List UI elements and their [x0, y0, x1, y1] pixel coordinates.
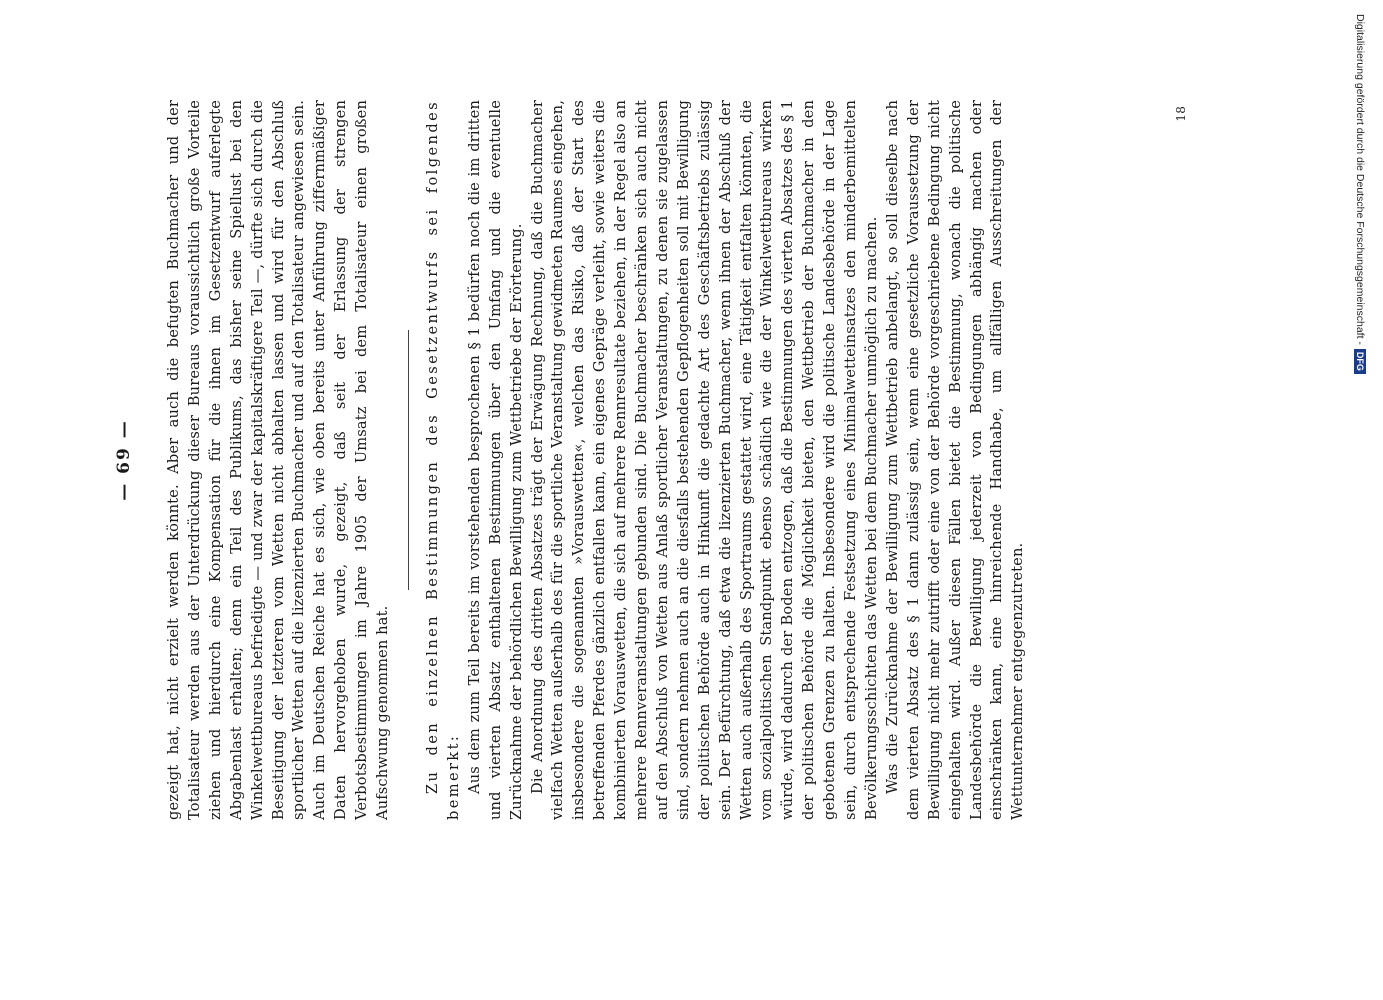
section-paragraph-2: Die Anordnung des dritten Absatzes trägt der Erwägung Rechnung, daß die Buchmacher vielfach Wetten außerhalb des für die sportliche Veranstaltung gewidmeten Raumes eingehen, insbesondere die sogenannten »Vorauswetten«, welchen das Risiko, daß der Start des betreffenden Pferdes gänzlich entfallen kann, ein eigenes Gepräge verleiht, sowie weiters die kombinierten Vorauswetten, die sich auf mehrere Rennresultate beziehen, in der Regel also an mehrere Rennveranstaltungen gebunden sind. Die Buchmacher beschränken sich auch nicht auf den Abschluß von Wetten aus Anlaß sportlicher Veranstaltungen, zu denen sie zugelassen sind, sondern nehmen auch an die diesfalls bestehenden Gepflogenheiten soll mit Bewilligung der politischen Behörde auch in Hinkunft die gedachte Art des Geschäftsbetriebs zulässig sein. Der Befürchtung, daß etwa die lizenzierten Buchmacher, wenn ihnen der Abschluß der Wetten auch außerhalb des Sportraums gestattet wird, eine Tätigkeit entfalten könnten, die vom sozialpolitischen Standpunkt ebenso schädlich wie die der Winkelwettbureaus wirken würde, wird dadurch der Boden entzogen, daß die Bestimmungen des vierten Absatzes des § 1 der politischen Behörde die Möglichkeit bieten, den Wettbetrieb der Buchmacher in den gebotenen Grenzen zu halten. Insbesondere wird die politische Landesbehörde in der Lage sein, durch entsprechende Festsetzung eines Minimalwetteinsatzes den minderbemittelten Bevölkerungsschichten das Wetten bei dem Buchmacher unmöglich zu machen.: [528, 100, 880, 820]
page-body: [110, 100, 1210, 820]
rotated-page: [110, 100, 1210, 820]
section-divider: [408, 330, 409, 590]
section-heading: Zu den einzelnen Bestimmungen des Gesetzentwurfs sei folgendes bemerkt:: [423, 100, 462, 820]
digitization-credit: [1354, 14, 1366, 374]
section-paragraph-3: Was die Zurücknahme der Bewilligung zum Wettbetrieb anbelangt, so soll dieselbe nach dem vierten Absatz des § 1 dann zulässig sein, wenn eine gesetzliche Voraussetzung der Bewilligung nicht mehr zutrifft oder eine von der Behörde vorgeschriebene Bedingung nicht eingehalten wird. Außer diesen Fällen bietet die Bestimmung, wonach die politische Landesbehörde die Bewilligung jederzeit von Bedingungen abhängig machen oder einschränken kann, eine hinreichende Handhabe, um allfälligen Ausschreitungen der Wettunternehmer entgegenzutreten.: [883, 100, 1027, 820]
section-paragraph-1: Aus dem zum Teil bereits im vorstehenden besprochenen § 1 bedürfen noch die im dritten und vierten Absatz enthaltenen Bestimmungen über den Umfang und die eventuelle Zurücknahme der behördlichen Bewilligung zum Wettbetriebe der Erörterung.: [465, 100, 525, 820]
page-number: — 69 —: [114, 419, 134, 501]
signature-mark: 18: [1174, 106, 1189, 122]
paragraph-1: gezeigt hat, nicht erzielt werden könnte. Aber auch die befugten Buchmacher und der Totalisateur werden aus der Unterdrückung dieser Bureaus voraussichtlich große Vorteile ziehen und hierdurch eine Kompensation für die ihnen im Gesetzentwurf auferlegte Abgabenlast erhalten; denn ein Teil des Publikums, das bisher seine Spiellust bei den Winkelwettbureaus befriedigte — und zwar der kapitalskräftigere Teil —, dürfte sich durch die Beseitigung der letzteren vom Wetten nicht abhalten lassen und wird für den Abschluß sportlicher Wetten auf die lizenzierten Buchmacher und auf den Totalisateur angewiesen sein. Auch im Deutschen Reiche hat es sich, wie oben bereits unter Anführung ziffernmäßiger Daten hervorgehoben wurde, gezeigt, daß seit der Erlassung der strengen Verbotsbestimmungen im Jahre 1905 der Umsatz bei dem Totalisateur einen großen Aufschwung genommen hat.: [165, 100, 392, 820]
credit-text: Digitalisierung gefördert durch die Deutsche Forschungsgemeinschaft -: [1354, 14, 1366, 345]
dfg-logo: DFG: [1354, 349, 1366, 374]
